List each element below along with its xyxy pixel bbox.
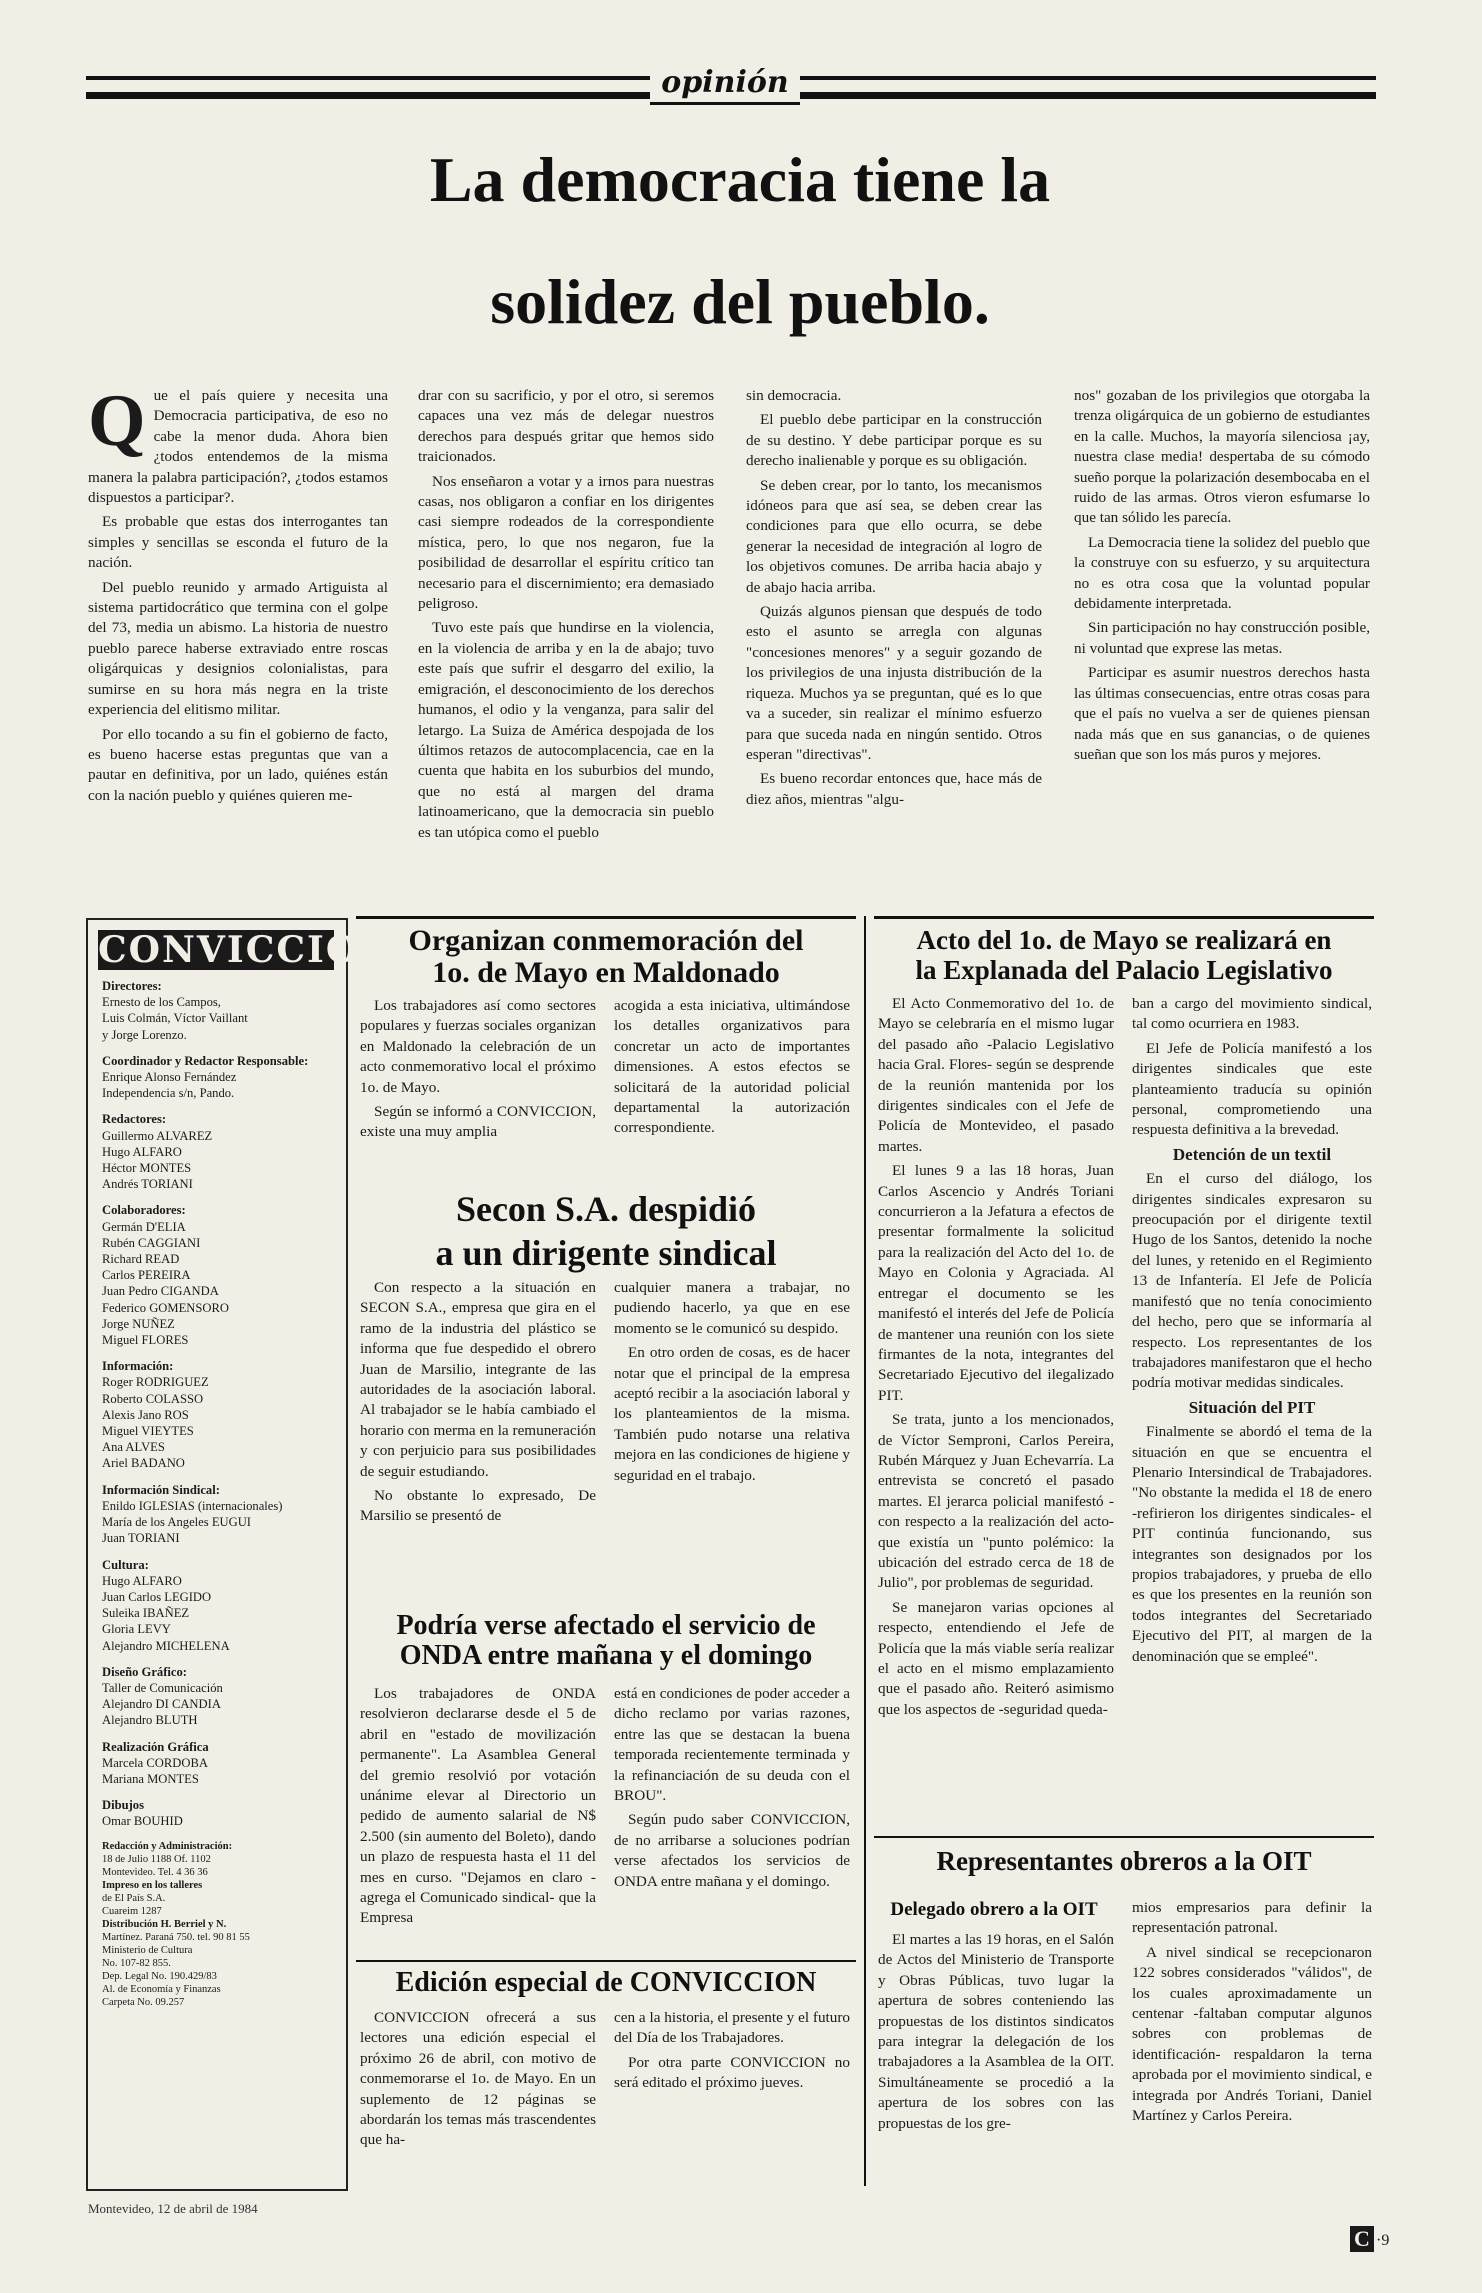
- paragraph: Del pueblo reunido y armado Artiguista al sistema partidocrático que termina con el golpe del 73, media un abismo. La historia de nuestro pueblo parece haberse extraviado entre roscas oligárquicas y designios colonialistas, para sumirse en su hora más negra en la triste experiencia del elitismo militar.: [88, 578, 388, 719]
- masthead-name: Héctor MONTES: [102, 1161, 192, 1176]
- paragraph: está en condiciones de poder acceder a dicho reclamo por varias razones, entre las que se destacan la buena temporada recientemente terminada y la refinanciación de su deuda con el BROU".: [614, 1685, 850, 1805]
- paragraph: Según pudo saber CONVICCION, de no arribarse a soluciones podrían verse afectados los servicios de ONDA entre mañana y el domingo.: [614, 1811, 850, 1890]
- masthead-admin-line: Dep. Legal No. 190.429/83: [102, 1970, 217, 1982]
- main-title-line1: La democracia tiene la: [429, 144, 1051, 215]
- masthead-name: Roger RODRIGUEZ: [102, 1375, 209, 1390]
- masthead-admin-line: Ministerio de Cultura: [102, 1944, 193, 1956]
- dateline: Montevideo, 12 de abril de 1984: [88, 2201, 258, 2216]
- oit-subtitle: Delegado obrero a la OIT: [890, 1899, 1098, 1920]
- masthead-name: Rubén CAGGIANI: [102, 1235, 201, 1250]
- footer-logo: [1350, 2226, 1374, 2252]
- paragraph: Los trabajadores así como sectores populares y fuerzas sociales organizan en Maldonado la celebración de un acto conmemorativo local el próximo 1o. de Mayo.: [360, 997, 596, 1096]
- masthead-name: Suleika IBAÑEZ: [102, 1606, 190, 1621]
- masthead-name: Independencia s/n, Pando.: [102, 1086, 235, 1101]
- paragraph: Con respecto a la situación en SECON S.A., empresa que gira en el ramo de la industria del plástico se informa que fue despedido el obrero Juan de Marsilio, integrante de las autoridades de la asociación laboral. Al trabajador se le había cambiado el horario con merma en la remuneración y con perjuicio para sus posibilidades de seguir estudiando.: [360, 1279, 596, 1480]
- subheading-situacion-pit: Situación del PIT: [1188, 1397, 1316, 1417]
- masthead-name: Juan Carlos LEGIDO: [102, 1589, 212, 1604]
- secon-title-line2: a un dirigente sindical: [435, 1233, 777, 1273]
- masthead-name: y Jorge Lorenzo.: [102, 1027, 187, 1042]
- masthead-label: Información Sindical:: [102, 1482, 220, 1497]
- paragraph: sin democracia.: [746, 387, 842, 404]
- acto-title-line2: la Explanada del Palacio Legislativo: [915, 955, 1333, 985]
- footer-logo-letter: C: [1354, 2226, 1370, 2251]
- paragraph: Se trata, junto a los mencionados, de Víctor Semproni, Carlos Pereira, Rubén Márquez y Juan Echevarría. La entrevista se concretó el pasado martes. El jerarca policial manifestó -con respecto a la realización del acto- que existía un "punto polémico: la ubicación del estrado cerca de 18 de Julio", por problemas de seguridad.: [878, 1411, 1114, 1592]
- divider: [874, 916, 1374, 919]
- masthead-label: Directores:: [102, 979, 162, 993]
- masthead-admin-line: Distribución H. Berriel y N.: [102, 1918, 227, 1930]
- paragraph: Los trabajadores de ONDA resolvieron declararse desde el 5 de abril en "estado de movilización permanente". La Asamblea General del gremio resolvió por votación unánime elevar al Directorio un pedido de aumento salarial de N$ 2.500 (sin aumento del Boleto), dando un plazo de respuesta hasta el 11 del mes en curso. "Dejamos en claro -agrega el Comunicado sindical- que la Empresa: [360, 1685, 596, 1927]
- masthead-name: Federico GOMENSORO: [102, 1300, 229, 1315]
- paragraph: El Jefe de Policía manifestó a los dirigentes sindicales que este planteamiento traducía su opinión personal, comprometiendo una respuesta definitiva a la brevedad.: [1132, 1039, 1372, 1139]
- masthead-name: Guillermo ALVAREZ: [102, 1128, 213, 1143]
- onda-title-line2: ONDA entre mañana y el domingo: [399, 1640, 813, 1671]
- masthead-group: [102, 978, 336, 1043]
- masthead-label: Información:: [102, 1359, 174, 1374]
- paragraph: ue el país quiere y necesita una Democracia participativa, de eso no cabe la menor duda. Ahora bien ¿todos entendemos de la misma manera la palabra participación?, ¿todos estamos dispuestos a participar?.: [88, 387, 388, 507]
- paragraph: Por ello tocando a su fin el gobierno de facto, es bueno hacerse estas preguntas que van a pautar en definitiva, por un lado, quiénes están con la nación pueblo y quiénes quieren me-: [88, 725, 388, 804]
- masthead-name: Luis Colmán, Víctor Vaillant: [102, 1011, 248, 1026]
- masthead-name: María de los Angeles EUGUI: [102, 1515, 251, 1530]
- masthead-label: Realización Gráfica: [102, 1739, 209, 1754]
- dropcap: Q: [88, 380, 146, 462]
- masthead-name: Enrique Alonso Fernández: [102, 1070, 237, 1085]
- paragraph: Se manejaron varias opciones al respecto, entendiendo el Jefe de Policía que la más viable sería realizar el acto en el mismo emplazamiento que el pasado año. Reiteró asimismo que los aspectos de -seguridad queda-: [878, 1598, 1114, 1718]
- masthead-label: Redactores:: [102, 1112, 167, 1127]
- masthead-box: [86, 918, 395, 2191]
- onda-title-line1: Podría verse afectado el servicio de: [396, 1610, 816, 1641]
- masthead-group: [102, 1358, 336, 1471]
- masthead-name: Alejandro MICHELENA: [102, 1638, 230, 1653]
- paragraph: En el curso del diálogo, los dirigentes sindicales expresaron su preocupación por el dirigente textil Hugo de los Santos, detenido la noche del lunes, y retenido en el Regimiento 13 de Infantería. El Jefe de Policía manifestó que no tenía conocimiento del hecho, pero que se informaría al respecto. Los representantes de los trabajadores manifestaron que el hecho podría motivar medidas sindicales.: [1132, 1170, 1372, 1392]
- paragraph: Se deben crear, por lo tanto, los mecanismos idóneos para que así sea, se deben crear las condiciones para que ello ocurra, se debe generar la necesidad de integración al logro de los objetivos comunes. De arriba hacia abajo y de abajo hacia arriba.: [746, 476, 1042, 596]
- masthead-admin-line: No. 107-82 855.: [102, 1957, 171, 1969]
- section-label: opinión: [650, 66, 800, 105]
- acto-column-2: [1132, 994, 1372, 1671]
- masthead-admin-line: Montevideo. Tel. 4 36 36: [102, 1866, 208, 1878]
- paragraph: cualquier manera a trabajar, no pudiendo hacerlo, ya que en ese momento se le comunicó su despido.: [614, 1279, 850, 1337]
- paragraph: El pueblo debe participar en la construcción de su destino. Y debe participar porque es su derecho inalienable y porque es su obligación.: [746, 411, 1042, 470]
- paragraph: Nos enseñaron a votar y a irnos para nuestras casas, nos obligaron a confiar en los dirigentes casi siempre rodeados de la correspondiente mística, pero, lo que nos negaron, fue la posibilidad de desarrollar el espíritu crítico tan necesario para el discernimiento; era demasiado peligroso.: [418, 472, 714, 613]
- paragraph: La Democracia tiene la solidez del pueblo que la construye con su esfuerzo, y su arquitectura no es otra cosa que la voluntad popular debidamente interpretada.: [1074, 533, 1370, 613]
- masthead-label: Dibujos: [102, 1798, 144, 1813]
- oit-column-1: [878, 1930, 1114, 2138]
- maldonado-title-line1: Organizan conmemoración del: [408, 924, 804, 957]
- masthead-label: Diseño Gráfico:: [102, 1664, 187, 1679]
- acto-title-line1: Acto del 1o. de Mayo se realizará en: [916, 925, 1332, 955]
- paragraph: ban a cargo del movimiento sindical, tal como ocurriera en 1983.: [1132, 995, 1372, 1033]
- main-column-4: [1074, 386, 1370, 769]
- acto-column-1: [878, 994, 1114, 1724]
- divider: [356, 1960, 856, 1962]
- onda-column-2: [614, 1684, 850, 1896]
- paragraph: El lunes 9 a las 18 horas, Juan Carlos Ascencio y Andrés Toriani concurrieron a la Jefatura a efectos de presentar formalmente la solicitud para la realización del Acto del 1o. de Mayo en Colonia y Agraciada. Al entregar el documento se les manifestó el interés del Jefe de Policía de mantener una reunión con los siete firmantes de la nota, integrantes del Secretariado Ejecutivo del ilegalizado PIT.: [878, 1162, 1114, 1404]
- paragraph: Es bueno recordar entonces que, hace más de diez años, mientras "algu-: [746, 770, 1042, 808]
- masthead-admin: [102, 1840, 336, 2009]
- masthead-name: Jorge NUÑEZ: [102, 1316, 175, 1331]
- masthead-group: [102, 1111, 336, 1192]
- masthead-admin-line: Redacción y Administración:: [102, 1840, 233, 1852]
- masthead-name: Alexis Jano ROS: [102, 1407, 189, 1422]
- masthead-group: [102, 1557, 336, 1654]
- maldonado-column-2: [614, 996, 850, 1143]
- paragraph: No obstante lo expresado, De Marsilio se presentó de: [360, 1487, 596, 1525]
- masthead-name: Omar BOUHID: [102, 1814, 183, 1829]
- edicion-column-1: [360, 2008, 596, 2155]
- main-title-line2: solidez del pueblo.: [490, 266, 990, 337]
- column-divider: [864, 916, 866, 2186]
- page-number-value: 9: [1381, 2232, 1390, 2249]
- masthead-admin-line: Martínez. Paraná 750. tel. 90 81 55: [102, 1931, 250, 1943]
- paragraph: El martes a las 19 horas, en el Salón de Actos del Ministerio de Transporte y Obras Públicas, tuvo lugar la apertura de sobres conteniendo las propuestas de los distintos sindicatos para integrar la delegación de los trabajadores a la Asamblea de la OIT. Simultáneamente se procedió a la apertura de los sobres con las propuestas de los gre-: [878, 1931, 1114, 2132]
- paragraph: Tuvo este país que hundirse en la violencia, en la violencia de arriba y en la de abajo; tuvo este país que sufrir el desgarro del exilio, la emigración, el desconocimiento de los derechos humanos, el odio y la venganza, para salir del letargo. La Suiza de América despojada de los últimos retazos de autocomplacencia, cae en la cuenta que habita en los suburbios del mundo, que no está al margen del drama latinoamericano, que la democracia sin pueblo es tan utópica como el pueblo: [418, 619, 714, 841]
- paragraph: nos" gozaban de los privilegios que otorgaba la trenza oligárquica de un gobierno de estudiantes en la calle. Muchos, la mayoría silenciosa ¡ay, nuestra clase media! despertaba de su cómodo sueño porque la polarización desembocaba en el ruido de las armas. Otros vieron esfumarse lo que tan sólido les parecía.: [1074, 387, 1370, 527]
- masthead-name: Ariel BADANO: [102, 1456, 185, 1471]
- masthead-name: Taller de Comunicación: [102, 1680, 223, 1695]
- masthead-groups: [102, 978, 336, 1830]
- maldonado-title-line2: 1o. de Mayo en Maldonado: [432, 956, 780, 989]
- oit-title: Representantes obreros a la OIT: [936, 1846, 1312, 1876]
- masthead-name: Juan Pedro CIGANDA: [102, 1284, 219, 1299]
- paragraph: acogida a esta iniciativa, ultimándose los detalles organizativos para concretar un acto de importantes dimensiones. A estos efectos se solicitará de la autoridad policial departamental la autorización correspondiente.: [614, 997, 850, 1137]
- paragraph: Quizás algunos piensan que después de todo esto el asunto se arregla con algunas "concesiones menores" y a seguir gozando de los privilegios de una injusta distribución de la riqueza. Muchos ya se preguntan, qué es lo que va a suceder, sin realizar el mínimo esfuerzo para que suceda nada en ningún sentido. Otros esperan "directivas".: [746, 603, 1042, 763]
- masthead-name: Hugo ALFARO: [102, 1144, 182, 1159]
- masthead-group: [102, 1202, 336, 1348]
- paragraph: El Acto Conmemorativo del 1o. de Mayo se celebraría en el mismo lugar del pasado año -Palacio Legislativo hacia Gral. Flores- según se desprende de la reunión mantenida por los dirigentes sindicales con el Jefe de Policía de Montevideo, el pasado martes.: [878, 995, 1114, 1155]
- paragraph: CONVICCION ofrecerá a sus lectores una edición especial el próximo 26 de abril, con motivo de conmemorarse el 1o. de Mayo. En un suplemento de 12 páginas se abordarán los temas más trascendentes que ha-: [360, 2009, 596, 2149]
- masthead-name: Marcela CORDOBA: [102, 1755, 208, 1770]
- divider: [356, 916, 856, 919]
- paragraph: Por otra parte CONVICCION no será editado el próximo jueves.: [614, 2053, 850, 2092]
- subheading-detencion: Detención de un textil: [1172, 1144, 1332, 1164]
- masthead-admin-line: Al. de Economía y Finanzas: [102, 1983, 221, 1995]
- paragraph: mios empresarios para definir la representación patronal.: [1132, 1899, 1372, 1937]
- edicion-title: Edición especial de CONVICCION: [395, 1967, 817, 1998]
- paragraph: A nivel sindical se recepcionaron 122 sobres considerados "válidos", de los cuales aproximadamente un centenar -faltaban computar algunos sobres con problemas de identificación- respaldaron la terna aprobada por el movimiento sindical, e integrada por Andrés Toriani, Daniel Martínez y Carlos Pereira.: [1132, 1943, 1372, 2125]
- masthead-name: Roberto COLASSO: [102, 1391, 204, 1406]
- masthead-name: Miguel FLORES: [102, 1333, 189, 1348]
- masthead-admin-line: Carpeta No. 09.257: [102, 1996, 185, 2008]
- masthead-name: Ernesto de los Campos,: [102, 995, 221, 1010]
- masthead-name: Gloria LEVY: [102, 1622, 171, 1637]
- masthead-admin-line: 18 de Julio 1188 Of. 1102: [102, 1853, 211, 1865]
- page-number: ·9: [1376, 2232, 1390, 2249]
- masthead-name: Alejandro DI CANDIA: [102, 1697, 221, 1712]
- oit-column-2: [1132, 1898, 1372, 2130]
- paragraph: drar con su sacrificio, y por el otro, si seremos capaces una vez más de delegar nuestros derechos para después gritar que hemos sido traicionados.: [418, 387, 714, 466]
- masthead-name: Juan TORIANI: [102, 1531, 180, 1546]
- divider: [874, 1836, 1374, 1838]
- masthead-name: Germán D'ELIA: [102, 1219, 186, 1234]
- masthead-admin-line: Cuareim 1287: [102, 1905, 162, 1917]
- edicion-column-2: [614, 2008, 850, 2098]
- masthead-label: Cultura:: [102, 1557, 149, 1572]
- masthead-name: Andrés TORIANI: [102, 1177, 193, 1192]
- secon-column-2: [614, 1278, 850, 1490]
- onda-column-1: [360, 1684, 596, 1933]
- conviccion-logo: CONVICCION: [98, 929, 395, 971]
- secon-title-line1: Secon S.A. despidió: [455, 1189, 757, 1229]
- masthead-name: Enildo IGLESIAS (internacionales): [102, 1498, 283, 1513]
- paragraph: Es probable que estas dos interrogantes tan simples y sencillas se esconda el futuro de la nación.: [88, 513, 388, 572]
- masthead-name: Hugo ALFARO: [102, 1573, 182, 1588]
- masthead-group: [102, 1664, 336, 1729]
- masthead-label: Coordinador y Redactor Responsable:: [102, 1053, 309, 1068]
- masthead-name: Carlos PEREIRA: [102, 1268, 191, 1283]
- masthead-label: Colaboradores:: [102, 1203, 186, 1218]
- masthead-name: Alejandro BLUTH: [102, 1713, 198, 1728]
- masthead-name: Mariana MONTES: [102, 1771, 199, 1786]
- masthead-group: [102, 1053, 336, 1102]
- paragraph: Sin participación no hay construcción posible, ni voluntad que exprese las metas.: [1074, 619, 1370, 657]
- main-column-2: [418, 386, 714, 847]
- masthead-name: Ana ALVES: [102, 1440, 165, 1455]
- masthead-admin-line: de El País S.A.: [102, 1892, 166, 1904]
- paragraph: Según se informó a CONVICCION, existe una muy amplia: [360, 1103, 596, 1141]
- paragraph: cen a la historia, el presente y el futuro del Día de los Trabajadores.: [614, 2009, 850, 2047]
- paragraph: Finalmente se abordó el tema de la situación en que se encuentra el Plenario Intersindical de Trabajadores. "No obstante la medida el 18 de enero -refirieron los dirigentes sindicales- el PIT continúa funcionando, sus integrantes son designados por los propios trabajadores, y prueba de ello es que los presentes en la reunión son todos integrantes del Secretariado Ejecutivo del PIT, al margen de la denominación que se empleé".: [1132, 1423, 1372, 1665]
- masthead-group: [102, 1482, 336, 1547]
- paragraph: Participar es asumir nuestros derechos hasta las últimas consecuencias, entre otras cosas para que el país no vuelva a ser de quienes piensan nada más que en sus ganancias, o de quienes sueñan que son los más puros y mejores.: [1074, 664, 1370, 763]
- masthead-name: Miguel VIEYTES: [102, 1424, 194, 1439]
- masthead-admin-line: Impreso en los talleres: [102, 1879, 203, 1891]
- masthead-name: Richard READ: [102, 1252, 180, 1267]
- secon-column-1: [360, 1278, 596, 1531]
- main-column-3: [746, 386, 1042, 814]
- masthead-group: [102, 1797, 336, 1829]
- maldonado-column-1: [360, 996, 596, 1147]
- paragraph: En otro orden de cosas, es de hacer notar que el principal de la empresa aceptó recibir a la asociación laboral y los planteamientos de la misma. También pudo notarse una relativa mejora en las condiciones de higiene y seguridad en el trabajo.: [614, 1344, 850, 1484]
- main-column-1: [88, 380, 388, 810]
- masthead-group: [102, 1739, 336, 1788]
